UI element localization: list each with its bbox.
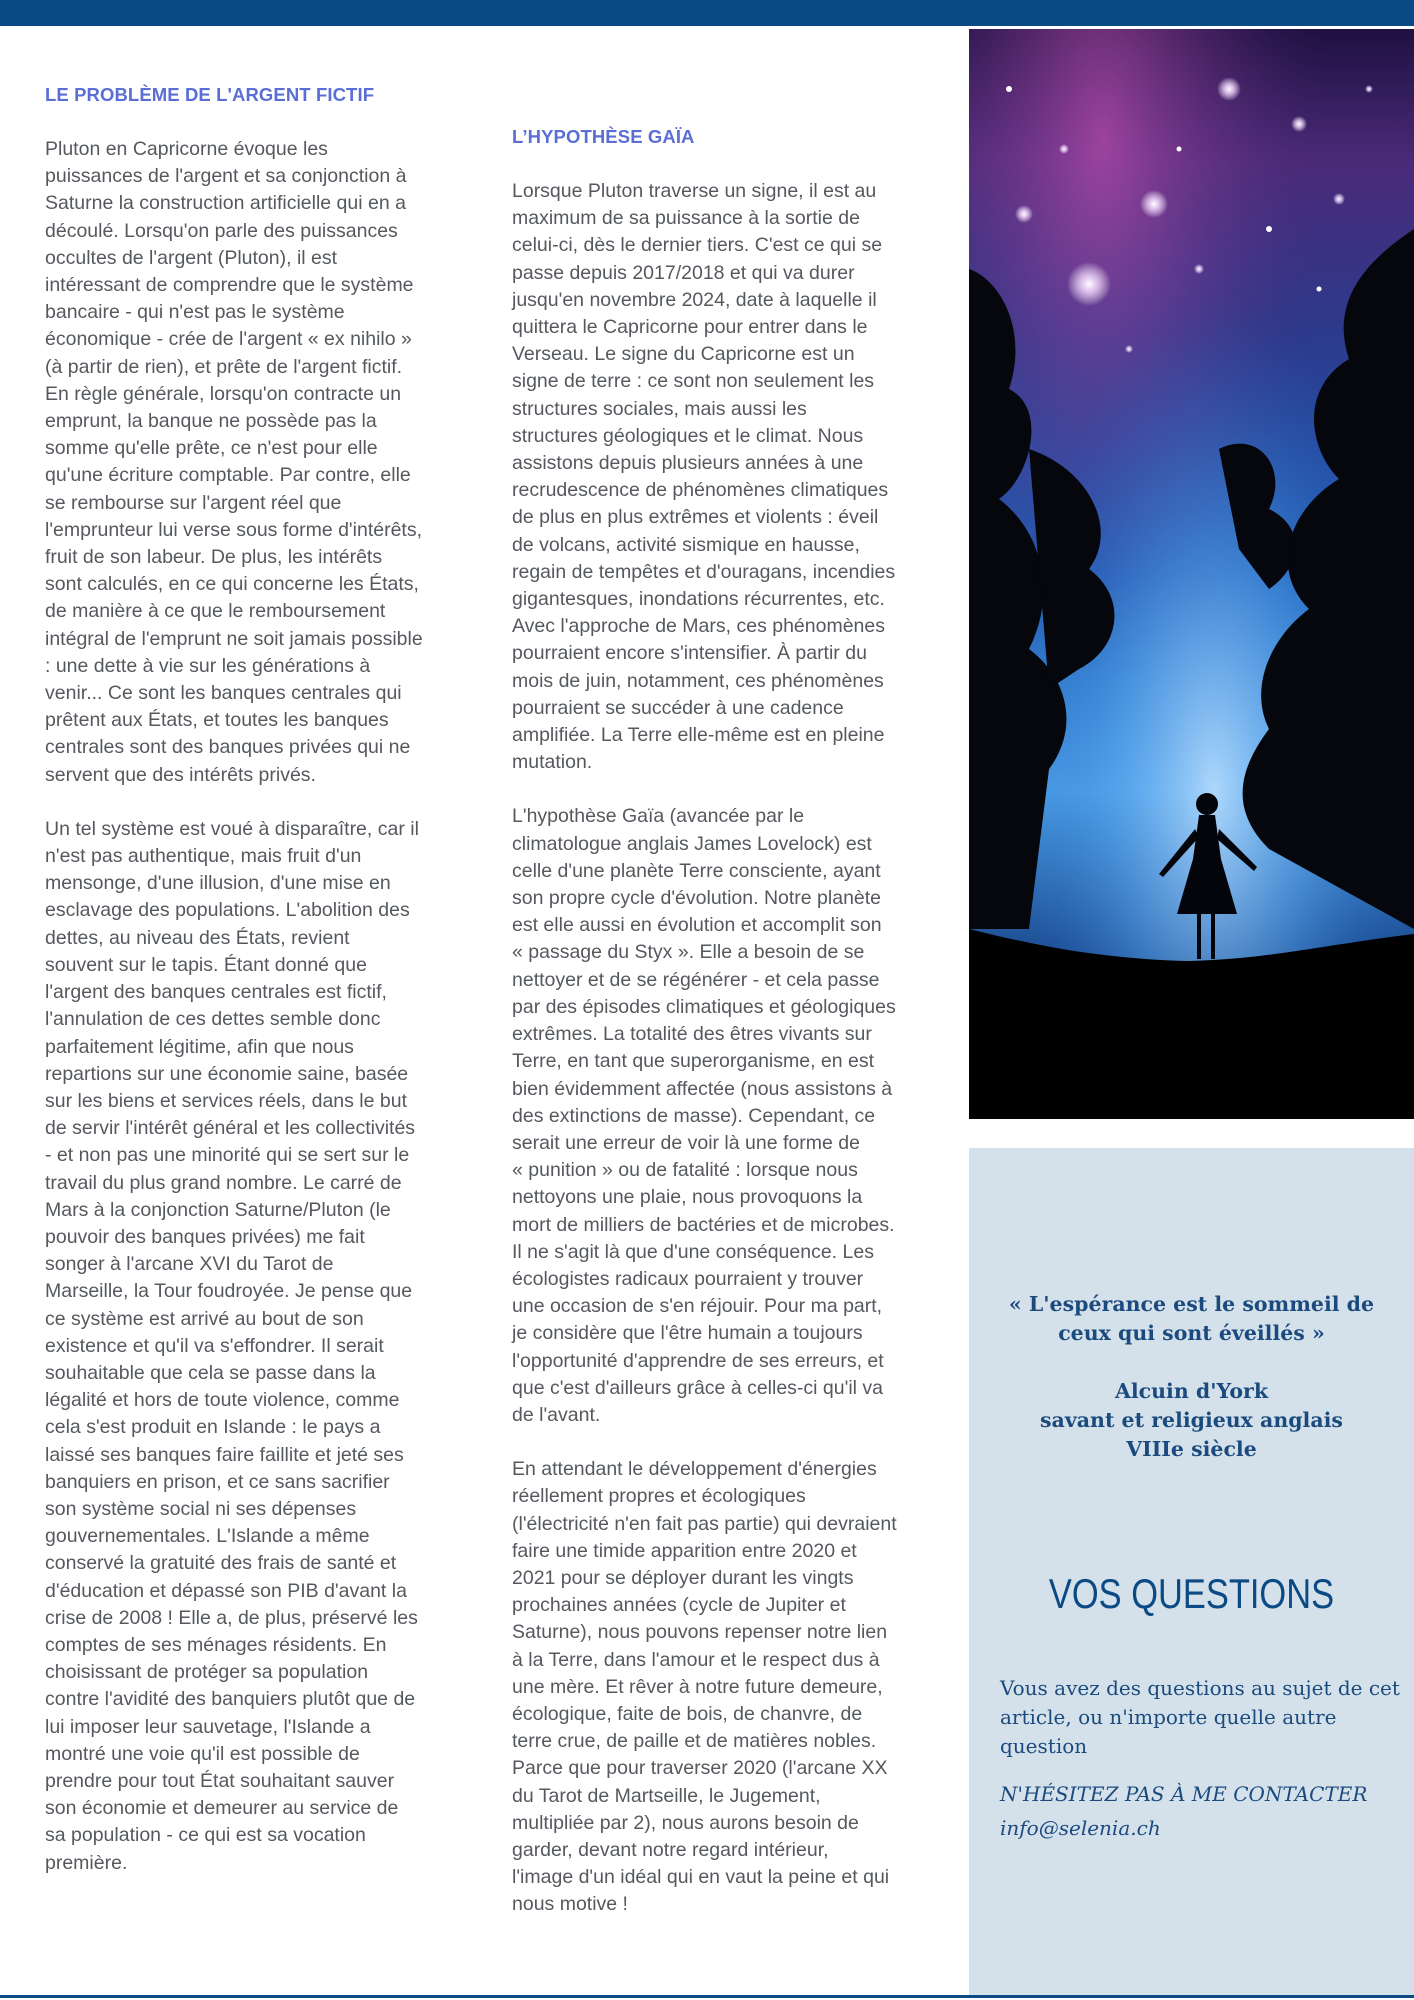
middle-paragraph-1: Lorsque Pluton traverse un signe, il est au maximum de sa puissance à la sortie de celui-ci, dès le dernier tiers. C'est ce qui se passe depuis 2017/2018 et qui va durer jusqu'en novembre 2024, date à laquelle il quittera le Capricorne pour entrer dans le Verseau. Le signe du Capricorne est un signe de terre : ce sont non seulement les structures sociales, mais aussi les structures géologiques et le climat. Nous assistons depuis plusieurs années à une recrudescence de phénomènes climatiques de plus en plus extrêmes et violents : éveil de volcans, activité sismique en hausse, regain de tempêtes et d'ouragans, incendies gigantesques, inondations récurrentes, etc. Avec l'approche de Mars, ces phénomènes pourraient encore s'intensifier. À partir du mois de juin, notamment, ces phénomènes pourraient se succéder à une cadence amplifiée. La Terre elle-même est en pleine mutation. bbox=[512, 180, 896, 774]
left-paragraph-2: Un tel système est voué à disparaître, car il n'est pas authentique, mais fruit d'un mensonge, d'une illusion, d'une mise en esclavage des populations. L'abolition des dettes, au niveau des États, revient souvent sur le tapis. Étant donné que l'argent des banques centrales est fictif, l'annulation de ces dettes semble donc parfaitement légitime, afin que nous repartions sur une économie saine, basée sur les biens et services réels, dans le but de servir l'intérêt général et les collectivités - et non pas une minorité qui se sert sur le travail du plus grand nombre. Le carré de Mars à la conjonction Saturne/Pluton (le pouvoir des banques privées) me fait songer à l'arcane XVI du Tarot de Marseille, la Tour foudroyée. Je pense que ce système est arrivé au bout de son existence et qu'il va s'effondrer. Il serait souhaitable que cela se passe dans la légalité et hors de toute violence, comme cela s'est produit en Islande : le pays a laissé ses banques faire faillite et jeté ses banquiers en prison, et ce sans sacrifier son système social ni ses dépenses gouvernementales. L'Islande a même conservé la gratuité des frais de santé et d'éducation et dépassé son PIB d'avant la crise de 2008 ! Elle a, de plus, préservé les comptes de ses ménages résidents. En choisissant de protéger sa population contre l'avidité des banquiers plutôt que de lui imposer leur sauvetage, l'Islande a montré une voie qu'il est possible de prendre pour tout État souhaitant sauver son économie et demeurer au service de sa population - ce qui est sa vocation première. bbox=[45, 817, 419, 1874]
quote-block bbox=[969, 1290, 1414, 1464]
bottom-rule bbox=[0, 1995, 1414, 1998]
quote-author: Alcuin d'York bbox=[1114, 1379, 1269, 1403]
contact-cta: N'HÉSITEZ PAS À ME CONTACTER bbox=[1000, 1782, 1368, 1806]
quote-author-century: VIIIe siècle bbox=[1126, 1437, 1257, 1461]
middle-column-heading: L’HYPOTHÈSE GAÏA bbox=[512, 126, 695, 147]
contact-email-link[interactable]: info@selenia.ch bbox=[1000, 1816, 1161, 1840]
left-column-heading: LE PROBLÈME DE L'ARGENT FICTIF bbox=[45, 84, 375, 105]
middle-paragraph-2: L'hypothèse Gaïa (avancée par le climatologue anglais James Lovelock) est celle d'une planète Terre consciente, ayant son propre cycle d'évolution. Notre planète est elle aussi en évolution et accomplit son « passage du Styx ». Elle a besoin de se nettoyer et de se régénérer - et cela passe par des épisodes climatiques et géologiques extrêmes. La totalité des êtres vivants sur Terre, en tant que superorganisme, en est bien évidemment affectée (nous assistons à des extinctions de masse). Cependant, ce serait une erreur de voir là une forme de « punition » ou de fatalité : lorsque nous nettoyons une plaie, nous provoquons la mort de milliers de bactéries et de microbes. Il ne s'agit là que d'une conséquence. Les écologistes radicaux pourraient y trouver une occasion de s'en réjouir. Pour ma part, je considère que l'être humain a toujours l'opportunité d'apprendre de ses erreurs, et que c'est d'ailleurs grâce à celles-ci qu'il va de l'avant. bbox=[512, 805, 896, 1426]
sidebar-panel bbox=[969, 1148, 1414, 1995]
night-sky-girl-silhouette-icon bbox=[969, 29, 1414, 1119]
contact-block bbox=[1000, 1777, 1400, 1845]
middle-paragraph-3: En attendant le développement d'énergies réellement propres et écologiques (l'électricité n'en fait pas partie) qui devraient faire une timide apparition entre 2020 et 2021 pour se déployer durant les vingts prochaines années (cycle de Jupiter et Saturne), nous pouvons repenser notre lien à la Terre, dans l'amour et le respect dus à une mère. Et rêver à notre future demeure, écologique, faite de bois, de chanvre, de terre crue, de paille et de matières nobles. Parce que pour traverser 2020 (l'arcane XX du Tarot de Martseille, le Jugement, multipliée par 2), nous aurons besoin de garder, devant notre regard intérieur, l'image d'un idéal qui en vaut la peine et qui nous motive ! bbox=[512, 1458, 897, 1916]
top-banner-bar bbox=[0, 0, 1414, 26]
left-paragraph-1: Pluton en Capricorne évoque les puissances de l'argent et sa conjonction à Saturne la construction artificielle qui en a découlé. Lorsqu'on parle des puissances occultes de l'argent (Pluton), il est intéressant de comprendre que le système bancaire - qui n'est pas le système économique - crée de l'argent « ex nihilo » (à partir de rien), et prête de l'argent fictif. En règle générale, lorsqu'on contracte un emprunt, la banque ne possède pas la somme qu'elle prête, ce n'est pour elle qu'une écriture comptable. Par contre, elle se rembourse sur l'argent réel que l'emprunteur lui verse sous forme d'intérêts, fruit de son labeur. De plus, les intérêts sont calculés, en ce qui concerne les États, de manière à ce que le remboursement intégral de l'emprunt ne soit jamais possible : une dette à vie sur les générations à venir... Ce sont les banques centrales qui prêtent aux États, et toutes les banques centrales sont des banques privées qui ne servent que des intérêts privés. bbox=[45, 138, 423, 786]
night-sky-girl-illustration bbox=[969, 29, 1414, 1119]
left-article-column bbox=[45, 80, 463, 1904]
quote-line-1: « L'espérance est le sommeil de bbox=[1008, 1292, 1375, 1316]
questions-title: VOS QUESTIONS bbox=[1048, 1570, 1335, 1617]
quote-line-2: ceux qui sont éveillés » bbox=[1058, 1321, 1325, 1345]
questions-text: Vous avez des questions au sujet de cet article, ou n'importe quelle autre question bbox=[1000, 1676, 1400, 1758]
middle-article-column bbox=[512, 122, 940, 1946]
quote-author-role: savant et religieux anglais bbox=[1040, 1408, 1343, 1432]
